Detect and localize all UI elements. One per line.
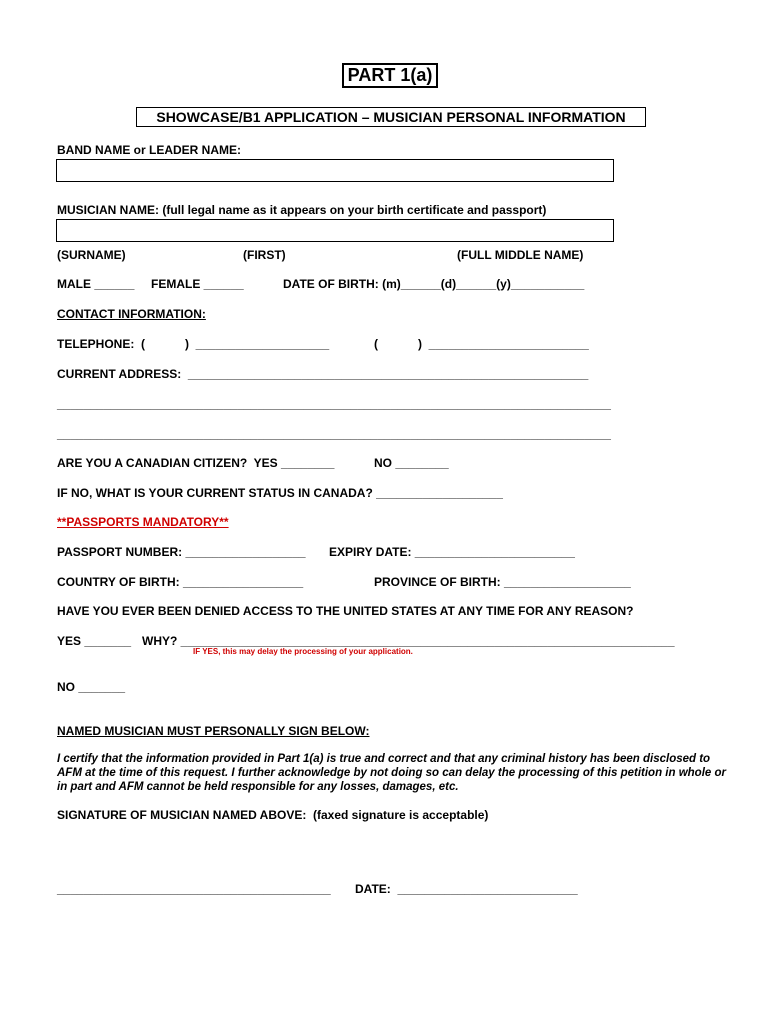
denied-why-line[interactable]: WHY? __________________________________________________________________________ [142,634,675,648]
denied-yes-warning: IF YES, this may delay the processing of your application. [193,647,413,656]
first-name-label: (FIRST) [243,248,286,262]
canada-status-line[interactable]: IF NO, WHAT IS YOUR CURRENT STATUS IN CANADA? ___________________ [57,486,503,500]
passports-mandatory-note: **PASSPORTS MANDATORY** [57,515,229,529]
surname-label: (SURNAME) [57,248,126,262]
signature-line[interactable]: _________________________________________ [57,882,331,896]
band-name-label: BAND NAME or LEADER NAME: [57,143,241,157]
expiry-date-line[interactable]: EXPIRY DATE: ________________________ [329,545,575,559]
female-line[interactable]: FEMALE ______ [151,277,244,291]
canadian-citizen-no-line[interactable]: NO ________ [374,456,449,470]
denied-yes-line[interactable]: YES _______ [57,634,132,648]
signature-heading: NAMED MUSICIAN MUST PERSONALLY SIGN BELOW: [57,724,370,738]
certification-statement: I certify that the information provided in Part 1(a) is true and correct and that any criminal history has been disclosed to AFM at the time of this request. I further acknowledge by not doing so can delay the processing of this petition in whole or in part and AFM cannot be held responsible for any losses, damages, etc. [57,753,726,793]
current-address-line[interactable]: CURRENT ADDRESS: ____________________________________________________________ [57,367,589,381]
canadian-citizen-question[interactable]: ARE YOU A CANADIAN CITIZEN? YES ________ [57,456,335,470]
part-label: PART 1(a) [342,63,438,88]
country-of-birth-line[interactable]: COUNTRY OF BIRTH: __________________ [57,575,304,589]
denied-access-question: HAVE YOU EVER BEEN DENIED ACCESS TO THE UNITED STATES AT ANY TIME FOR ANY REASON? [57,604,634,618]
contact-information-heading: CONTACT INFORMATION: [57,307,206,321]
telephone-line[interactable]: TELEPHONE: ( ) ____________________ [57,337,330,351]
date-of-birth-line[interactable]: DATE OF BIRTH: (m)______(d)______(y)___________ [283,277,585,291]
male-line[interactable]: MALE ______ [57,277,135,291]
musician-name-label: MUSICIAN NAME: (full legal name as it appears on your birth certificate and passport) [57,203,547,217]
address-line-2[interactable]: ___________________________________________________________________________________ [57,397,611,411]
signature-instruction: SIGNATURE OF MUSICIAN NAMED ABOVE: (faxed signature is acceptable) [57,808,489,822]
province-of-birth-line[interactable]: PROVINCE OF BIRTH: ___________________ [374,575,631,589]
signature-date-line[interactable]: DATE: ___________________________ [355,882,578,896]
telephone-2-line[interactable]: ( ) ________________________ [374,337,589,351]
musician-name-field[interactable] [56,219,614,242]
band-name-field[interactable] [56,159,614,182]
form-title: SHOWCASE/B1 APPLICATION – MUSICIAN PERSONAL INFORMATION [136,107,646,127]
address-line-3[interactable]: ___________________________________________________________________________________ [57,427,611,441]
middle-name-label: (FULL MIDDLE NAME) [457,248,584,262]
passport-number-line[interactable]: PASSPORT NUMBER: __________________ [57,545,306,559]
denied-no-line[interactable]: NO _______ [57,680,126,694]
